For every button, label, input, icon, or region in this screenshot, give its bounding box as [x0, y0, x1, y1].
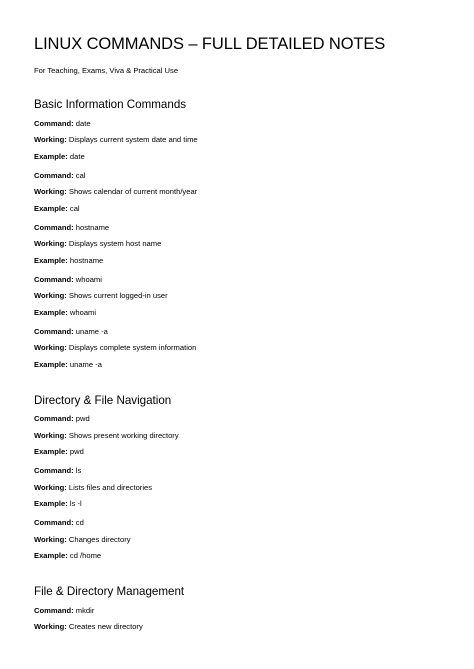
command-value: ls	[75, 466, 82, 475]
working-value: Shows present working directory	[68, 430, 179, 440]
example-value: date	[69, 151, 85, 161]
command-label: Command:	[34, 518, 74, 527]
command-label: Command:	[34, 222, 74, 232]
page-subtitle: For Teaching, Exams, Viva & Practical Use	[34, 66, 179, 75]
command-value: pwd	[75, 414, 90, 423]
command-entry-uname	[34, 327, 454, 370]
example-value: cd /home	[69, 551, 102, 560]
command-value: whoami	[75, 274, 102, 284]
example-label: Example:	[34, 255, 68, 265]
command-entry-cd	[34, 518, 454, 561]
working-value: Creates new directory	[68, 622, 143, 631]
command-entry-cal	[34, 171, 454, 214]
command-label: Command:	[34, 274, 74, 284]
working-label: Working:	[34, 187, 67, 196]
working-label: Working:	[34, 239, 67, 248]
command-line	[34, 414, 454, 424]
example-label: Example:	[34, 359, 68, 369]
working-label: Working:	[34, 430, 67, 440]
command-entry-pwd	[34, 414, 454, 457]
command-value: hostname	[75, 222, 110, 232]
command-label: Command:	[34, 326, 74, 336]
example-value: ls -l	[69, 499, 82, 508]
example-line	[34, 447, 454, 457]
command-entry-ls	[34, 466, 454, 509]
section-basic-information	[34, 98, 454, 370]
example-label: Example:	[34, 499, 68, 508]
command-entry-whoami	[34, 275, 454, 318]
example-label: Example:	[34, 551, 68, 560]
working-line	[34, 483, 454, 493]
working-value: Shows current logged-in user	[68, 291, 168, 300]
command-entry-mkdir	[34, 606, 454, 633]
command-value: cd	[75, 518, 84, 527]
section-title: Directory & File Navigation	[34, 393, 172, 407]
working-value: Changes directory	[68, 534, 131, 544]
example-label: Example:	[34, 307, 68, 317]
working-value: Displays current system date and time	[68, 135, 198, 144]
document-page	[34, 34, 454, 632]
example-value: pwd	[69, 447, 84, 456]
command-entry-date	[34, 119, 454, 162]
command-line	[34, 275, 454, 285]
section-file-directory-management	[34, 585, 454, 632]
command-label: Command:	[34, 118, 74, 128]
working-line	[34, 291, 454, 301]
page-title: LINUX COMMANDS – FULL DETAILED NOTES	[34, 35, 386, 53]
section-title: Basic Information Commands	[34, 98, 187, 111]
working-line	[34, 431, 454, 441]
command-line	[34, 119, 454, 129]
working-label: Working:	[34, 343, 67, 352]
command-line	[34, 223, 454, 233]
working-line	[34, 622, 454, 632]
command-label: Command:	[34, 414, 74, 423]
example-label: Example:	[34, 151, 68, 161]
working-label: Working:	[34, 291, 67, 300]
section-title: File & Directory Management	[34, 585, 185, 598]
command-value: mkdir	[75, 605, 95, 615]
example-value: whoami	[69, 307, 97, 317]
working-value: Shows calendar of current month/year	[68, 187, 198, 196]
working-value: Lists files and directories	[68, 482, 153, 492]
command-value: date	[75, 118, 91, 128]
working-label: Working:	[34, 482, 67, 492]
working-line	[34, 135, 454, 145]
working-label: Working:	[34, 534, 67, 544]
example-line	[34, 152, 454, 162]
command-label: Command:	[34, 170, 74, 180]
example-label: Example:	[34, 447, 68, 456]
example-line	[34, 551, 454, 561]
command-value: uname -a	[75, 326, 108, 336]
working-line	[34, 343, 454, 353]
working-line	[34, 239, 454, 249]
command-label: Command:	[34, 605, 74, 615]
working-label: Working:	[34, 135, 67, 144]
example-label: Example:	[34, 203, 68, 213]
working-label: Working:	[34, 622, 67, 631]
command-entry-hostname	[34, 223, 454, 266]
example-value: hostname	[69, 255, 104, 265]
example-value: uname -a	[69, 359, 102, 369]
example-line	[34, 499, 454, 509]
working-value: Displays complete system information	[68, 343, 197, 352]
command-line	[34, 327, 454, 337]
command-line	[34, 466, 454, 476]
command-value: cal	[75, 170, 86, 180]
command-line	[34, 518, 454, 528]
example-line	[34, 360, 454, 370]
command-line	[34, 606, 454, 616]
command-line	[34, 171, 454, 181]
section-directory-navigation	[34, 394, 454, 562]
command-label: Command:	[34, 466, 74, 475]
example-line	[34, 308, 454, 318]
working-line	[34, 535, 454, 545]
example-value: cal	[69, 203, 80, 213]
working-value: Displays system host name	[68, 239, 162, 248]
example-line	[34, 204, 454, 214]
working-line	[34, 187, 454, 197]
example-line	[34, 256, 454, 266]
